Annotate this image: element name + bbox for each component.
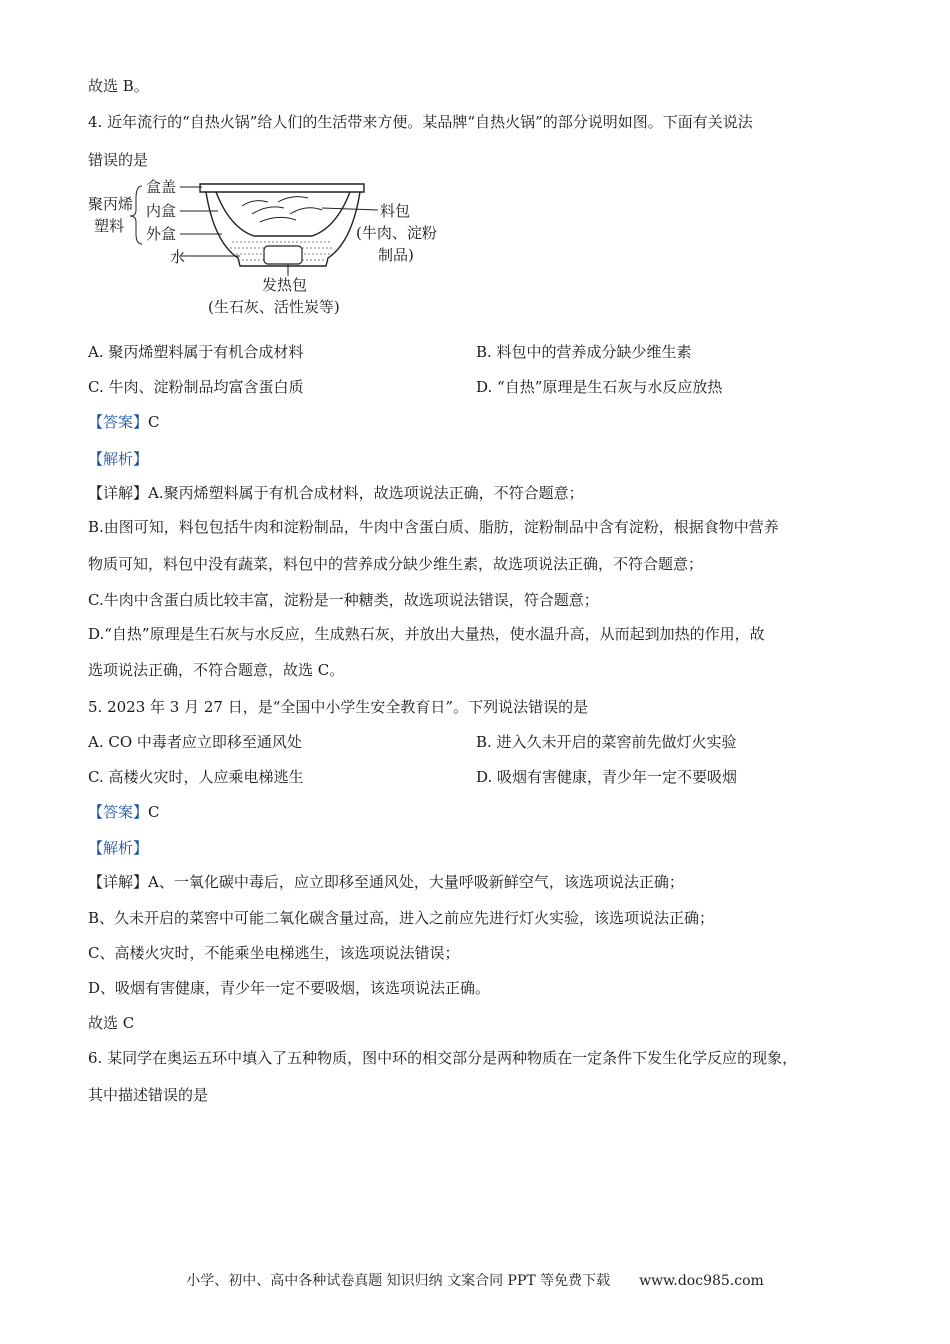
outer-box-label: 外盒 (146, 225, 177, 243)
q5-analysis-label: 【解析】 (88, 839, 149, 857)
q6-stem-line1: 6. 某同学在奥运五环中填入了五种物质，图中环的相交部分是两种物质在一定条件下发生化学反应的现象， (88, 1049, 798, 1067)
q4-detail-line4: C.牛肉中含蛋白质比较丰富，淀粉是一种糖类，故选项说法错误，符合题意； (88, 591, 599, 609)
q4-option-b: B. 料包中的营养成分缺少维生素 (476, 343, 692, 361)
q4-detail-line6: 选项说法正确，不符合题意，故选 C。 (88, 661, 345, 679)
q5-detail-label: 【详解】 (88, 873, 149, 891)
q5-detail-text1: A、一氧化碳中毒后，应立即移至通风处，大量呼吸新鲜空气，该选项说法正确； (148, 873, 684, 891)
self-heating-hotpot-diagram (82, 176, 462, 322)
q5-detail-line3: C、高楼火灾时，不能乘坐电梯逃生，该选项说法错误； (88, 944, 460, 962)
q5-answer-value: C (148, 803, 160, 821)
q4-detail-line3: 物质可知，料包中没有蔬菜，料包中的营养成分缺少维生素，故选项说法正确，不符合题意； (88, 555, 704, 573)
q4-stem-line1: 4. 近年流行的“自热火锅”给人们的生活带来方便。某品牌“自热火锅”的部分说明如图。下面有关说法 (88, 113, 753, 131)
q4-detail-text1: A.聚丙烯塑料属于有机合成材料，故选项说法正确，不符合题意； (148, 484, 584, 502)
q4-analysis-label: 【解析】 (88, 450, 149, 468)
water-label: 水 (170, 248, 186, 266)
q5-answer-label: 【答案】 (88, 803, 149, 821)
pack-label-line2: (牛肉、淀粉 (356, 224, 437, 242)
q4-answer-label: 【答案】 (88, 413, 149, 431)
heater-label: 发热包 (262, 276, 308, 294)
q4-answer-value: C (148, 413, 160, 431)
q5-detail-line2: B、久未开启的菜窖中可能二氧化碳含量过高，进入之前应先进行灯火实验，该选项说法正确； (88, 909, 715, 927)
pack-label-line3: 制品) (378, 246, 414, 264)
inner-box-label: 内盒 (146, 202, 177, 220)
q5-stem: 5. 2023 年 3 月 27 日，是“全国中小学生安全教育日”。下列说法错误的是 (88, 698, 589, 716)
q5-option-a: A. CO 中毒者应立即移至通风处 (88, 733, 302, 751)
q4-detail-line5: D.“自热”原理是生石灰与水反应，生成熟石灰，并放出大量热，使水温升高，从而起到加热的作用，故 (88, 625, 765, 643)
q6-stem-line2: 其中描述错误的是 (88, 1086, 209, 1104)
q5-option-d: D. 吸烟有害健康，青少年一定不要吸烟 (476, 768, 738, 786)
q5-option-b: B. 进入久未开启的菜窖前先做灯火实验 (476, 733, 737, 751)
lid-label: 盒盖 (146, 178, 177, 196)
q4-option-a: A. 聚丙烯塑料属于有机合成材料 (88, 343, 304, 361)
page-footer (0, 1270, 950, 1290)
previous-conclusion: 故选 B。 (88, 77, 149, 95)
q5-option-c: C. 高楼火灾时，人应乘电梯逃生 (88, 768, 304, 786)
q4-option-c: C. 牛肉、淀粉制品均富含蛋白质 (88, 378, 304, 396)
heater-label-line2: (生石灰、活性炭等) (208, 298, 340, 316)
q4-option-d: D. “自热”原理是生石灰与水反应放热 (476, 378, 723, 396)
material-label-line2: 塑料 (94, 217, 125, 235)
pack-label: 料包 (380, 202, 411, 220)
q5-conclusion: 故选 C (88, 1014, 135, 1032)
q4-stem-line2: 错误的是 (88, 151, 149, 169)
footer-text: 小学、初中、高中各种试卷真题 知识归纳 文案合同 PPT 等免费下载 (186, 1273, 611, 1289)
q4-detail-line2: B.由图可知，料包包括牛肉和淀粉制品，牛肉中含蛋白质、脂肪，淀粉制品中含有淀粉，根据食物中营养 (88, 518, 779, 536)
footer-url[interactable]: www.doc985.com (639, 1273, 764, 1289)
material-label-line1: 聚丙烯 (88, 195, 134, 213)
q4-answer (88, 412, 160, 432)
q5-detail-line1 (88, 872, 684, 892)
q5-detail-line4: D、吸烟有害健康，青少年一定不要吸烟，该选项说法正确。 (88, 979, 491, 997)
q4-detail-label: 【详解】 (88, 484, 149, 502)
q4-detail-line1 (88, 483, 584, 503)
q5-answer (88, 802, 160, 822)
